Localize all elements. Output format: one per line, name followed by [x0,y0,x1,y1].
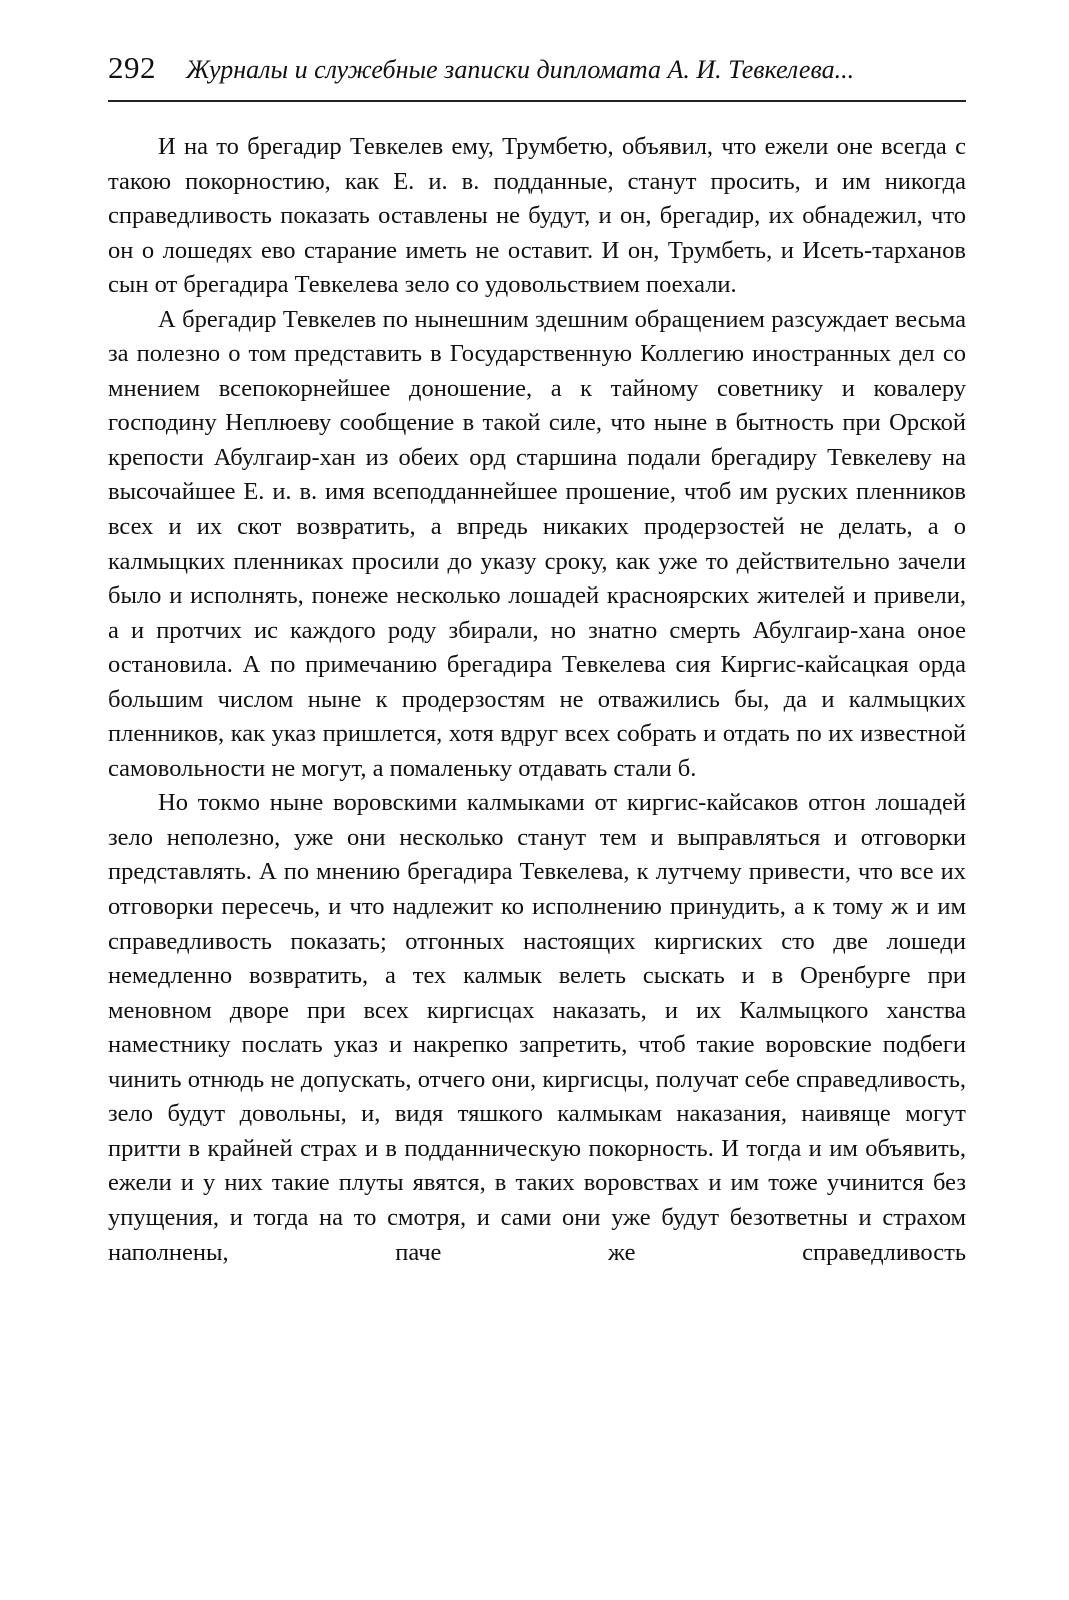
running-head [108,50,966,94]
paragraph: И на то брегадир Тевкелев ему, Трумбетю, объявил, что ежели оне всегда с такою покорностию, как Е. и. в. подданные, станут просить, и им никогда справедливость показать оставлены не будут, и он, брегадир, их обнадежил, что он о лошедях ево старание иметь не оставит. И он, Трумбеть, и Исеть-тарханов сын от брегадира Тевкелева зело со удовольствием поехали. [108,133,966,299]
header-rule [108,100,966,102]
body-text [108,130,966,1270]
paragraph: Но токмо ныне воровскими калмыками от киргис-кайсаков отгон лошадей зело неполезно, уже они несколько станут тем и выправляться и отговорки представлять. А по мнению брегадира Тевкелева, к лутчему привести, что все их отговорки пересечь, и что надлежит ко исполнению принудить, а к тому ж и им справедливость показать; отгонных настоящих киргиских сто две лошеди немедленно возвратить, а тех калмык велеть сыскать и в Оренбурге при меновном дворе при всех киргисцах наказать, и их Калмыцкого ханства наместнику послать указ и накрепко запретить, чтоб такие воровские подбеги чинить отнюдь не допускать, отчего они, киргисцы, получат себе справедливость, зело будут довольны, и, видя тяшкого калмыкам наказания, наивяще могут притти в крайней страх и в подданническую покорность. И тогда и им объявить, ежели и у них такие плуты явятся, в таких воровствах и им тоже учинится без упущения, и тогда на то смотря, и сами они уже будут безответны и страхом наполнены, паче же справедливость [108,789,966,1266]
page-number: 292 [108,50,156,85]
paragraph: А брегадир Тевкелев по нынешним здешним обращением разсуждает весьма за полезно о том представить в Государственную Коллегию иностранных дел со мнением всепокорнейшее доношение, а к тайному советнику и ковалеру господину Неплюеву сообщение в такой силе, что ныне в бытность при Орской крепости Абулгаир-хан из обеих орд старшина подали брегадиру Тевкелеву на высочайшее Е. и. в. имя всеподданнейшее прошение, чтоб им руских пленников всех и их скот возвратить, а впредь никаких продерзостей не делать, а о калмыцких пленниках просили до указу сроку, как уже то действительно зачели было и исполнять, понеже несколько лошадей красноярских жителей и привели, а и протчих ис каждого роду збирали, но знатно смерть Абулгаир-хана оное остановила. А по примечанию брегадира Тевкелева сия Киргис-кайсацкая орда большим числом ныне к продерзостям не отважились бы, да и калмыцких пленников, как указ пришлется, хотя вдруг всех собрать и отдать по их известной самовольности не могут, а помаленьку отдавать стали б. [108,305,966,782]
running-title: Журналы и служебные записки дипломата А. И. Тевкелева... [186,55,855,84]
